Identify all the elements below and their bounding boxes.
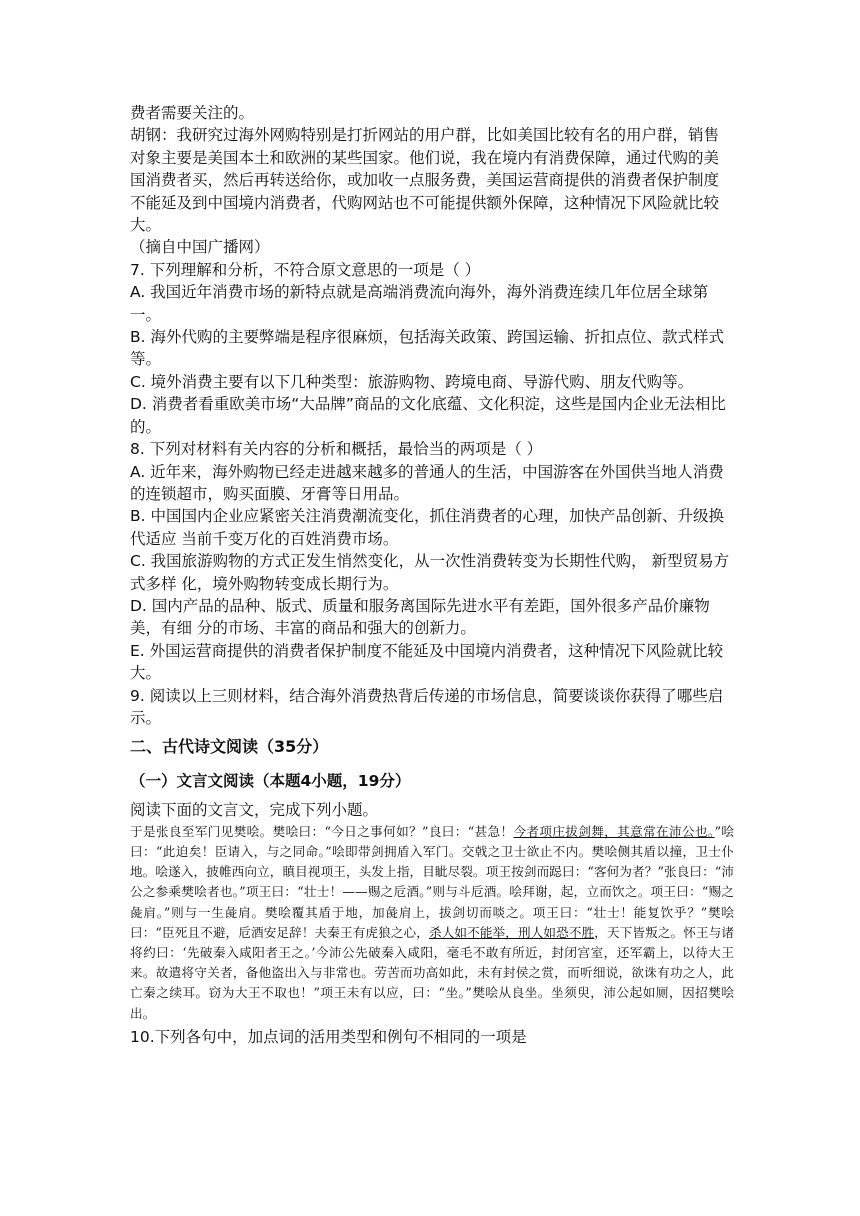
- q8-stem: 8. 下列对材料有关内容的分析和概括，最恰当的两项是（ ）: [130, 440, 543, 459]
- passage-segment: ”哙曰：“此迫矣！臣请入，与之同命。”哙即带剑拥盾入军门。交戟之卫士欲止不内。樊哙侧其盾以撞，卫士仆地。哙遂入，披帷西向立，瞋目视项王，头发上指，目眦尽裂。项王按剑而跽曰：“客何为者？”张良曰：“沛公之参乘樊哙者也。”项王曰：“壮士！——赐之卮酒。”则与斗卮酒。哙拜谢，起，立而饮之。项王曰：“赐之彘肩。”则与一生彘肩。樊哙覆其盾于地，加彘肩上，拔剑切而啖之。项王曰：“壮士！能复饮乎？”樊哙曰：“臣死且不避，卮酒安足辞！夫秦王有虎狼之心，: [130, 823, 734, 940]
- q7-option-b: B. 海外代购的主要弊端是程序很麻烦，包括海关政策、跨国运输、折扣点位、款式样式等。: [130, 328, 724, 369]
- q8-option-e: E. 外国运营商提供的消费者保护制度不能延及中国境内消费者，这种情况下风险就比较大。: [130, 641, 724, 683]
- q9-stem: 9. 阅读以上三则材料，结合海外消费热背后传递的市场信息，简要谈谈你获得了哪些启示。: [130, 686, 724, 727]
- q7-option-c: C. 境外消费主要有以下几种类型：旅游购物、跨境电商、导游代购、朋友代购等。: [130, 372, 694, 391]
- instruction: 阅读下面的文言文，完成下列小题。: [130, 801, 379, 820]
- passage-segment: ，天下皆叛之。怀王与诸将约曰：‘先破秦入咸阳者王之。’今沛公先破秦入咸阳，毫毛不敢有所近，封闭宫室，还军霸上，以待大王来。故遣将守关者，备他盗出入与非常也。劳苦而功高如此，未有封侯之赏，而听细说，欲诛有功之人，此亡秦之续耳。窃为大王不取也！”项王未有以应，曰：“坐。”樊哙从良坐。坐须臾，沛公起如厕，因招樊哙出。: [130, 924, 734, 1021]
- classical-passage: [130, 822, 734, 1024]
- section-title: 二、古代诗文阅读（35分）: [130, 737, 329, 757]
- q8-option-a: A. 近年来，海外购物已经走进越来越多的普通人的生活，中国游客在外国供当地人消费的连锁超市，购买面膜、牙膏等日用品。: [130, 462, 724, 503]
- q10-stem: 10.下列各句中，加点词的活用类型和例句不相同的一项是: [130, 1027, 527, 1046]
- underlined-sentence-2: 杀人如不能举，刑人如恐不胜: [428, 924, 595, 940]
- passage-segment: 于是张良至军门见樊哙。樊哙曰：“今日之事何如？”良曰：“甚急！: [130, 823, 514, 839]
- q7-stem: 7. 下列理解和分析，不符合原文意思的一项是（ ）: [130, 260, 481, 279]
- hu-gang-paragraph: 胡钢：我研究过海外网购特别是打折网站的用户群，比如美国比较有名的用户群，销售对象主要是美国本土和欧洲的某些国家。他们说，我在境内有消费保障，通过代购的美国消费者买，然后再转送给你，或加收一点服务费，美国运营商提供的消费者保护制度不能延及到中国境内消费者，代购网站也不可能提供额外保障，这种情况下风险就比较大。: [130, 126, 720, 235]
- document-page: [130, 102, 734, 1048]
- q7-option-d: D. 消费者看重欧美市场“大品牌”商品的文化底蕴、文化积淀，这些是国内企业无法相比的。: [130, 395, 726, 436]
- q8-option-d: D. 国内产品的品种、版式、质量和服务离国际先进水平有差距，国外很多产品价廉物美，有细 分的市场、丰富的商品和强大的创新力。: [130, 596, 710, 638]
- q7-option-a: A. 我国近年消费市场的新特点就是高端消费流向海外，海外消费连续几年位居全球第一。: [130, 283, 709, 324]
- underlined-sentence-1: 今者项庄拔剑舞，其意常在沛公也。: [513, 823, 715, 839]
- source-note: （摘自中国广播网）: [130, 238, 270, 257]
- intro-tail: 费者需要关注的。: [130, 104, 255, 122]
- q8-option-b: B. 中国国内企业应紧密关注消费潮流变化，抓住消费者的心理，加快产品创新、升级换代适应 当前千变万化的百姓消费市场。: [130, 507, 724, 548]
- subsection-title: （一）文言文阅读（本题4小题，19分）: [130, 772, 411, 791]
- q8-option-c: C. 我国旅游购物的方式正发生悄然变化，从一次性消费转变为长期性代购， 新型贸易方式多样 化，境外购物转变成长期行为。: [130, 552, 730, 593]
